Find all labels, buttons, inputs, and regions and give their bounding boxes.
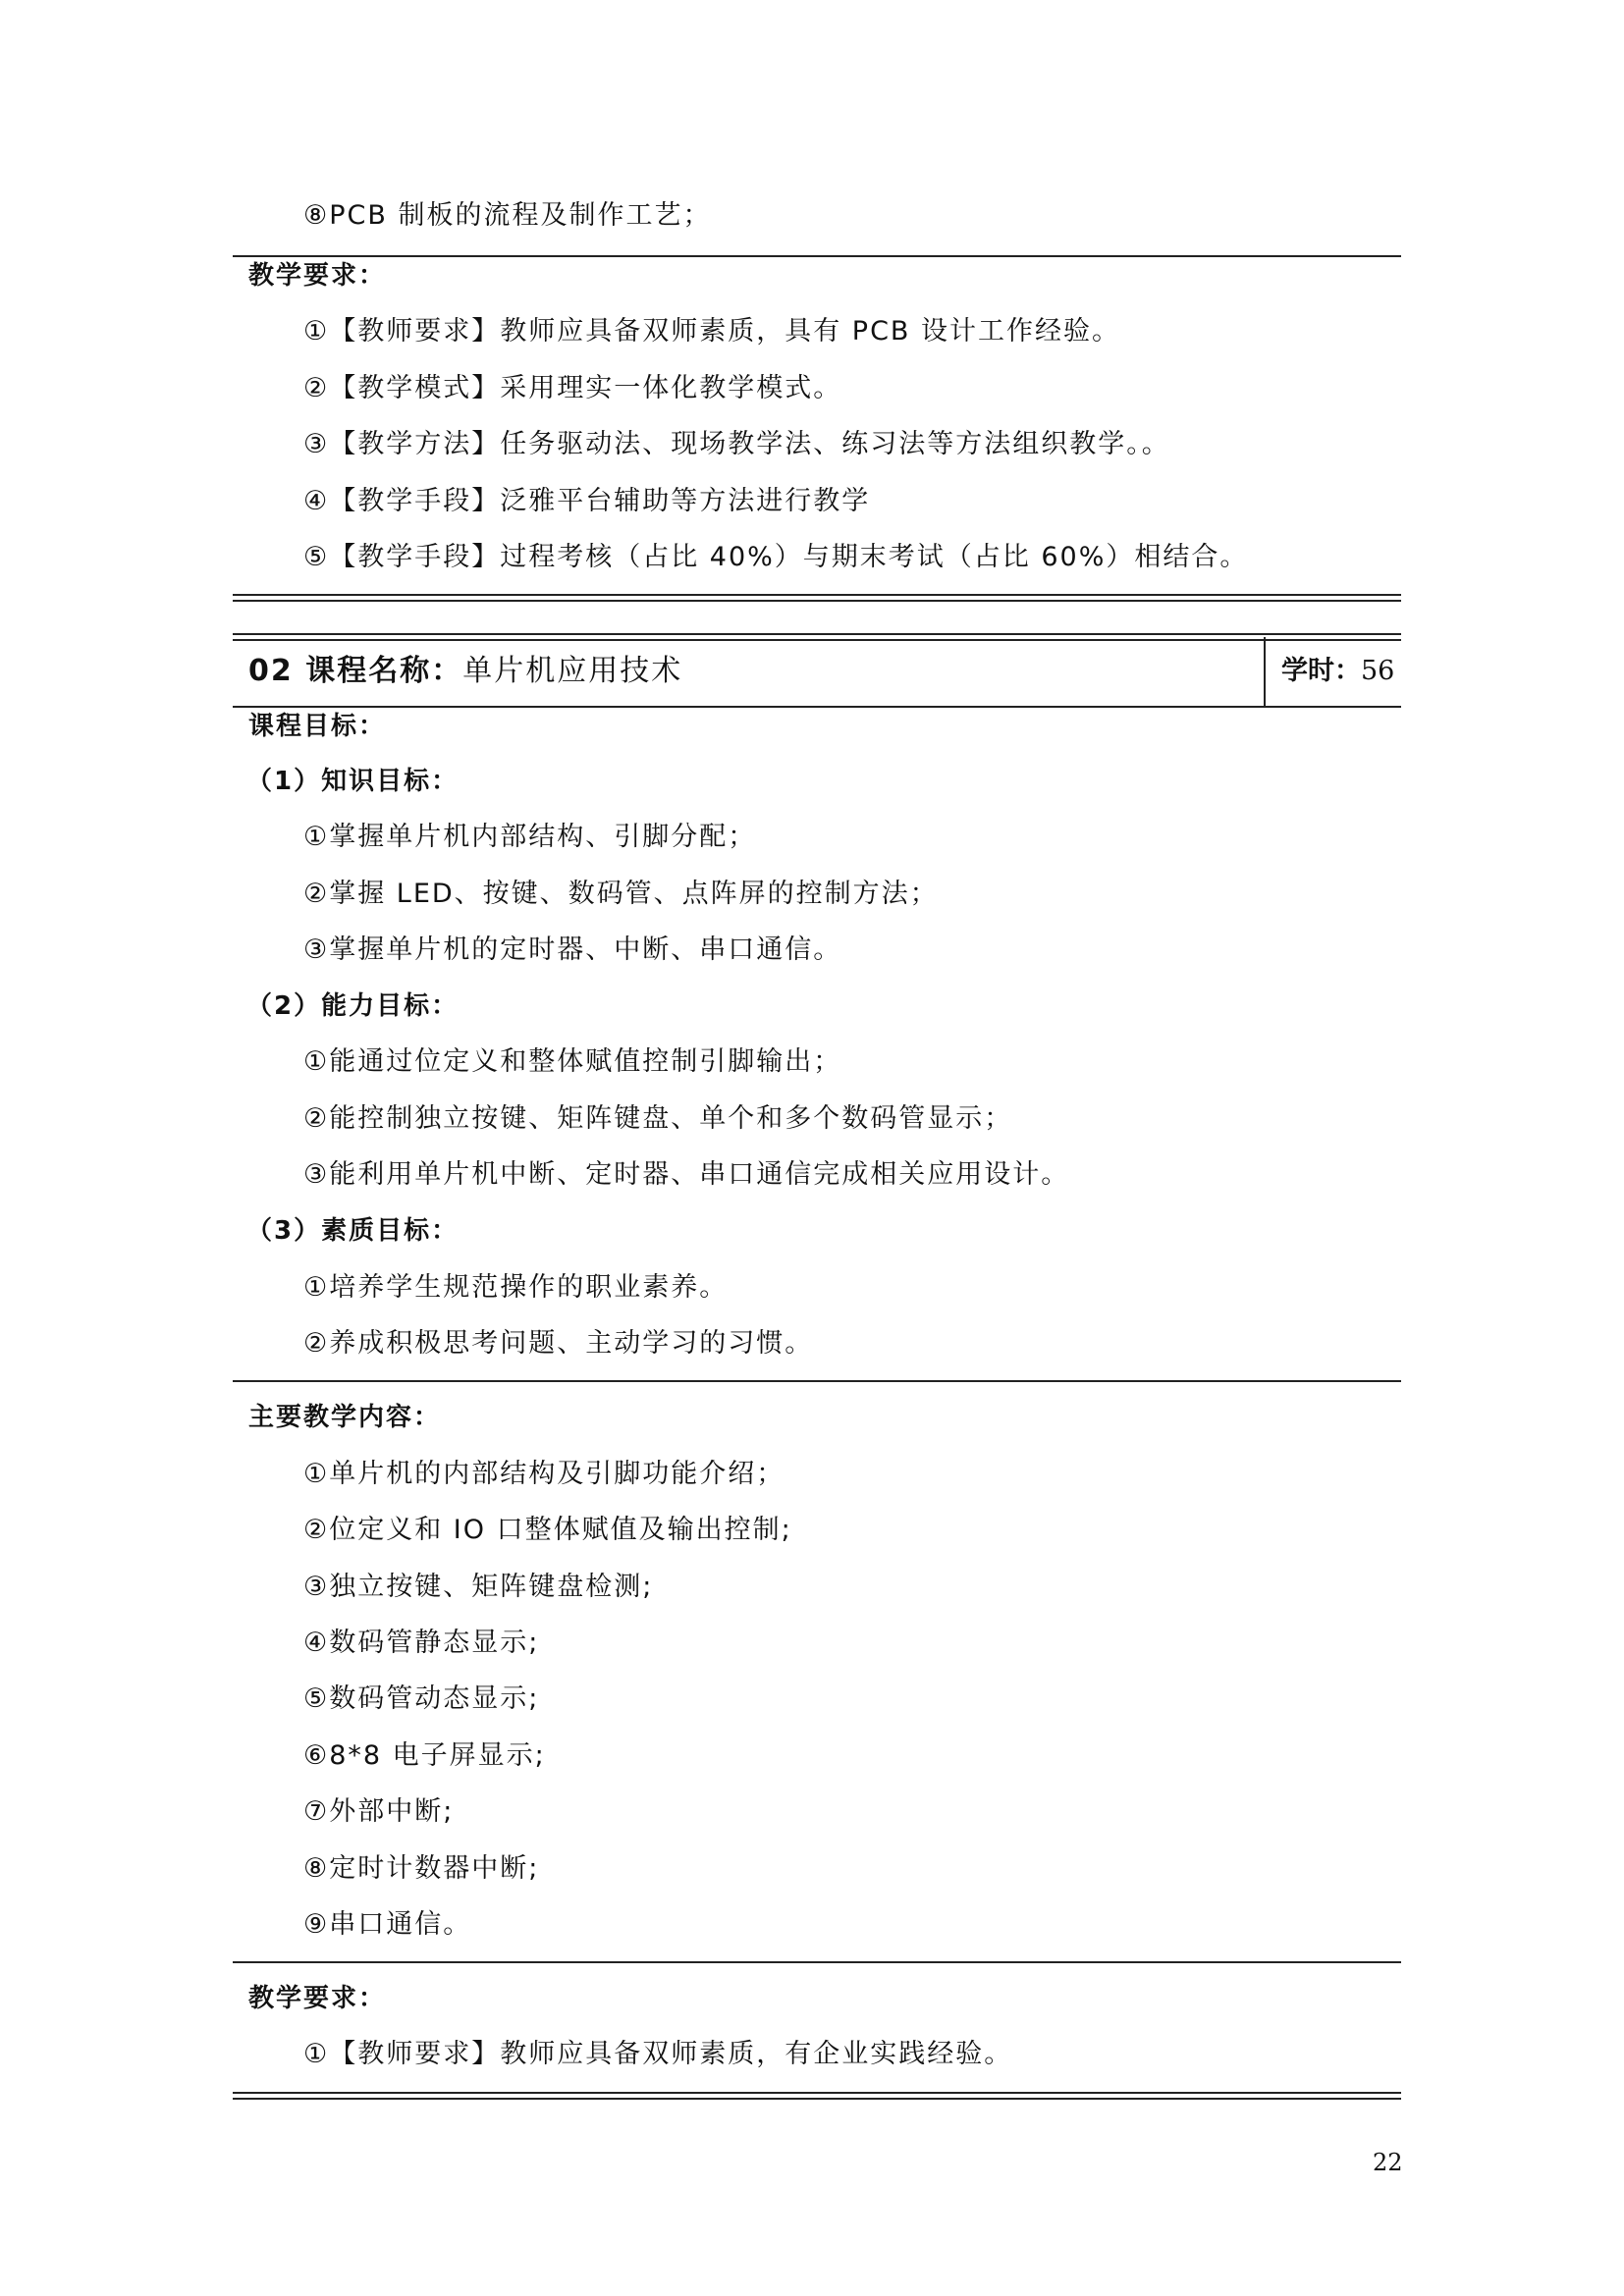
section-label: 教学要求： — [248, 261, 387, 291]
content-item: ⑦外部中断; — [303, 1796, 455, 1827]
objective-item: ①掌握单片机内部结构、引脚分配； — [303, 822, 757, 852]
course-number-label: 02 课程名称： — [248, 654, 463, 688]
subsection-label: （3）素质目标： — [246, 1216, 460, 1246]
title-separator — [1264, 637, 1266, 706]
requirement-item: ④【教学手段】泛雅平台辅助等方法进行教学 — [303, 486, 871, 516]
requirement-item: ⑤【教学手段】过程考核（占比 40%）与期末考试（占比 60%）相结合。 — [303, 542, 1249, 572]
objective-item: ②能控制独立按键、矩阵键盘、单个和多个数码管显示； — [303, 1103, 1013, 1134]
requirement-item: ②【教学模式】采用理实一体化教学模式。 — [303, 373, 842, 403]
section-label: 教学要求： — [248, 1984, 387, 2013]
requirement-item: ①【教师要求】教师应具备双师素质，具有 PCB 设计工作经验。 — [303, 316, 1121, 347]
objective-item: ③掌握单片机的定时器、中断、串口通信。 — [303, 934, 842, 965]
subsection-label: （2）能力目标： — [246, 991, 460, 1021]
section-label: 课程目标： — [248, 712, 387, 741]
content-item: ①单片机的内部结构及引脚功能介绍； — [303, 1459, 785, 1489]
course-title-bar — [233, 637, 1401, 706]
content-item: ②位定义和 IO 口整体赋值及输出控制; — [303, 1515, 792, 1545]
content-item: ⑨串口通信。 — [303, 1909, 472, 1940]
content-item: ⑥8*8 电子屏显示; — [303, 1740, 546, 1771]
requirement-item: ①【教师要求】教师应具备双师素质，有企业实践经验。 — [303, 2039, 1013, 2069]
page-number: 22 — [1373, 2149, 1403, 2176]
document-page — [233, 0, 1401, 2296]
section-label: 主要教学内容： — [248, 1403, 442, 1432]
content-item: ④数码管静态显示; — [303, 1628, 540, 1658]
objective-item: ②养成积极思考问题、主动学习的习惯。 — [303, 1328, 814, 1359]
section-end-divider — [233, 594, 1401, 602]
title-bottom-divider — [233, 706, 1401, 708]
content-item: ⑧PCB 制板的流程及制作工艺； — [303, 200, 712, 231]
objective-item: ①培养学生规范操作的职业素养。 — [303, 1272, 729, 1303]
course-title — [248, 654, 682, 689]
section-end-divider — [233, 2092, 1401, 2100]
content-item: ⑧定时计数器中断; — [303, 1853, 540, 1884]
hours-value: 56 — [1361, 656, 1395, 686]
content-item: ③独立按键、矩阵键盘检测; — [303, 1572, 654, 1602]
divider — [233, 1961, 1401, 1963]
subsection-label: （1）知识目标： — [246, 767, 460, 796]
course-hours — [1281, 655, 1394, 688]
course-name: 单片机应用技术 — [462, 654, 683, 688]
divider — [233, 1380, 1401, 1382]
divider — [233, 255, 1401, 257]
objective-item: ①能通过位定义和整体赋值控制引脚输出； — [303, 1046, 842, 1077]
content-item: ⑤数码管动态显示; — [303, 1683, 540, 1714]
requirement-item: ③【教学方法】任务驱动法、现场教学法、练习法等方法组织教学。。 — [303, 429, 1170, 459]
objective-item: ③能利用单片机中断、定时器、串口通信完成相关应用设计。 — [303, 1159, 1070, 1190]
hours-label: 学时： — [1281, 656, 1361, 686]
objective-item: ②掌握 LED、按键、数码管、点阵屏的控制方法； — [303, 879, 939, 909]
